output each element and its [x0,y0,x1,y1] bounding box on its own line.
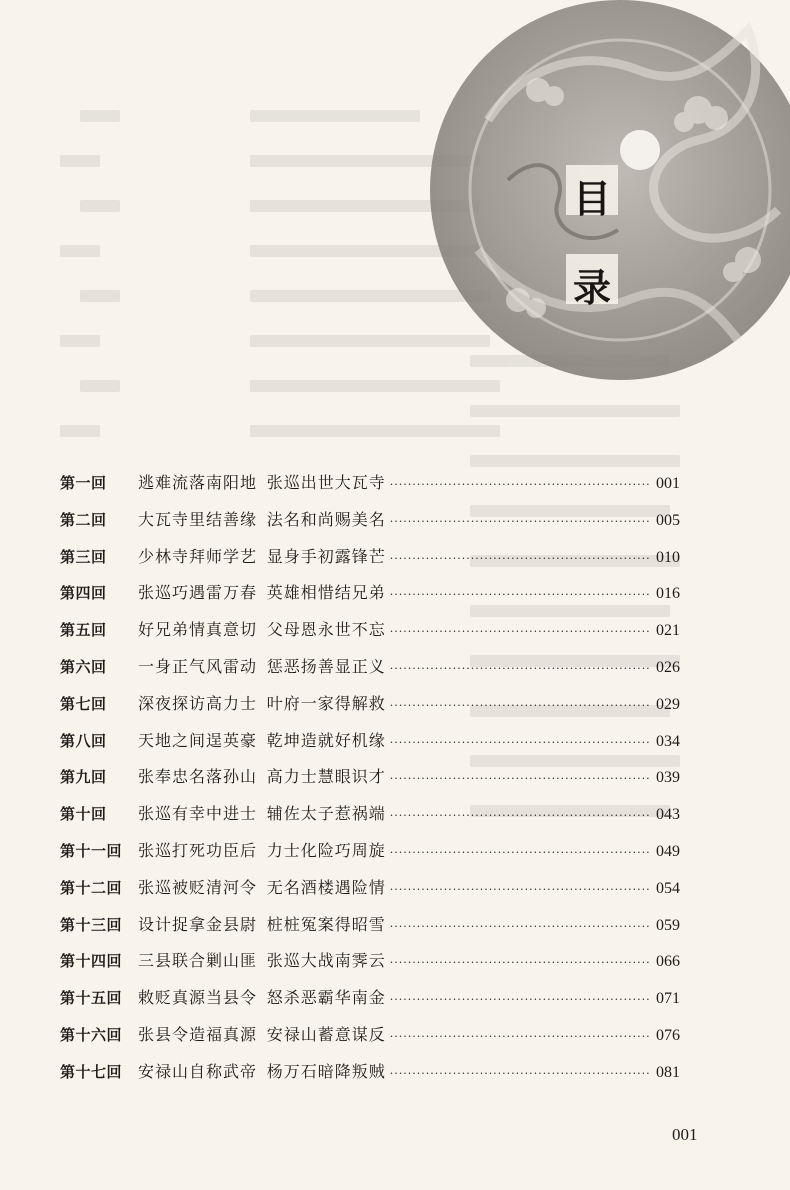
leader-dots: ·························································· [389,993,651,1007]
page-number: 054 [656,879,680,897]
page-number: 034 [656,732,680,750]
chapter-title-part2: 杨万石暗降叛贼 [266,1061,386,1081]
toc-entry[interactable] [60,580,680,617]
chapter-number: 第十五回 [60,989,123,1008]
leader-dots: ·························································· [389,956,651,970]
chapter-title-part1: 逃难流落南阳地 [137,473,257,492]
toc-entry[interactable] [60,728,680,765]
page-number: 049 [656,842,680,860]
page-number: 059 [656,916,680,934]
toc-entry[interactable] [60,1059,680,1096]
leader-dots: ·························································· [389,478,651,491]
leader-dots: ·························································· [389,735,651,749]
chapter-number: 第八回 [60,731,107,750]
chapter-title-part2: 父母恩永世不忘 [266,620,386,640]
toc-entry[interactable] [60,912,680,949]
page-number: 010 [656,548,680,566]
toc-entry[interactable] [60,764,680,801]
table-of-contents [60,470,680,1096]
page-number: 071 [656,990,680,1008]
leader-dots: ·························································· [389,551,651,565]
chapter-title-part2: 乾坤造就好机缘 [266,730,386,750]
page-number: 081 [656,1063,680,1081]
chapter-title-part2: 无名酒楼遇险情 [266,877,386,897]
chapter-title-part2: 辅佐太子惹祸端 [266,804,386,824]
toc-entry[interactable] [60,544,680,581]
chapter-number: 第七回 [60,694,107,713]
page-number: 026 [656,658,680,676]
toc-entry[interactable] [60,948,680,985]
chapter-number: 第三回 [60,547,107,566]
dragon-emblem-icon [448,0,790,370]
toc-entry[interactable] [60,691,680,728]
chapter-title-part1: 少林寺拜师学艺 [137,546,257,566]
toc-entry[interactable] [60,507,680,544]
chapter-number: 第十回 [60,805,107,824]
chapter-title-part1: 好兄弟情真意切 [137,620,257,640]
chapter-title-part2: 怒杀恶霸华南金 [266,988,386,1008]
leader-dots: ·························································· [389,588,651,602]
chapter-title-part1: 天地之间逞英豪 [137,730,257,750]
leader-dots: ·························································· [389,661,651,675]
chapter-number: 第十六回 [60,1025,123,1044]
toc-entry[interactable] [60,838,680,875]
leader-dots: ·························································· [389,1029,651,1043]
chapter-title-part1: 设计捉拿金县尉 [137,914,257,934]
page-number: 043 [656,806,680,824]
chapter-number: 第十七回 [60,1062,123,1081]
chapter-title-part1: 张奉忠名落孙山 [137,767,257,787]
page-folio: 001 [672,1125,698,1144]
chapter-title-part2: 安禄山蓄意谋反 [266,1024,386,1044]
chapter-title-part1: 张巡被贬清河令 [137,877,257,897]
leader-dots: ·························································· [389,625,651,639]
chapter-title-part2: 张巡出世大瓦寺 [266,473,386,492]
chapter-title-part2: 张巡大战南霁云 [266,951,386,971]
chapter-number: 第九回 [60,768,107,787]
chapter-title-part2: 桩桩冤案得昭雪 [266,914,386,934]
toc-entry[interactable] [60,801,680,838]
chapter-title-part1: 张巡打死功臣后 [137,840,257,860]
toc-entry[interactable] [60,617,680,654]
leader-dots: ·························································· [389,809,651,823]
chapter-title-part2: 显身手初露锋芒 [266,546,386,566]
chapter-title-part1: 张巡有幸中进士 [137,804,257,824]
chapter-title-part1: 张县令造福真源 [137,1024,257,1044]
chapter-title-part1: 敕贬真源当县令 [137,988,257,1008]
chapter-number: 第十三回 [60,915,123,934]
toc-entry[interactable] [60,985,680,1022]
chapter-title-part1: 深夜探访高力士 [137,693,257,713]
chapter-number: 第十二回 [60,878,123,897]
leader-dots: ·························································· [389,1066,651,1080]
toc-heading-char-1: 目 [573,177,612,221]
chapter-title-part1: 安禄山自称武帝 [137,1061,257,1081]
chapter-title-part1: 张巡巧遇雷万春 [137,583,257,603]
toc-entry[interactable] [60,1022,680,1059]
page-number: 039 [656,769,680,787]
chapter-title-part1: 大瓦寺里结善缘 [137,509,257,529]
toc-entry[interactable] [60,654,680,691]
page-number: 029 [656,695,680,713]
leader-dots: ·························································· [389,882,651,896]
chapter-number: 第五回 [60,621,107,640]
page-number: 001 [656,475,680,492]
chapter-title-part1: 一身正气风雷动 [137,656,257,676]
chapter-number: 第十一回 [60,841,123,860]
leader-dots: ·························································· [389,845,651,859]
chapter-title-part2: 力士化险巧周旋 [266,840,386,860]
chapter-number: 第十四回 [60,952,123,971]
page-number: 021 [656,622,680,640]
chapter-number: 第六回 [60,657,107,676]
leader-dots: ·························································· [389,919,651,933]
leader-dots: ·························································· [389,514,651,528]
chapter-number: 第四回 [60,584,107,603]
chapter-number: 第二回 [60,510,107,529]
leader-dots: ·························································· [389,772,651,786]
chapter-title-part2: 高力士慧眼识才 [266,767,386,787]
page-number: 066 [656,953,680,971]
chapter-title-part1: 三县联合剿山匪 [137,951,257,971]
chapter-title-part2: 法名和尚赐美名 [266,509,386,529]
chapter-title-part2: 惩恶扬善显正义 [266,656,386,676]
toc-entry[interactable] [60,470,680,507]
chapter-title-part2: 叶府一家得解救 [266,693,386,713]
chapter-number: 第一回 [60,474,107,492]
chapter-title-part2: 英雄相惜结兄弟 [266,583,386,603]
toc-entry[interactable] [60,875,680,912]
page-number: 076 [656,1026,680,1044]
toc-heading-char-2: 录 [573,266,612,310]
leader-dots: ·························································· [389,698,651,712]
page-number: 016 [656,585,680,603]
page-number: 005 [656,511,680,529]
